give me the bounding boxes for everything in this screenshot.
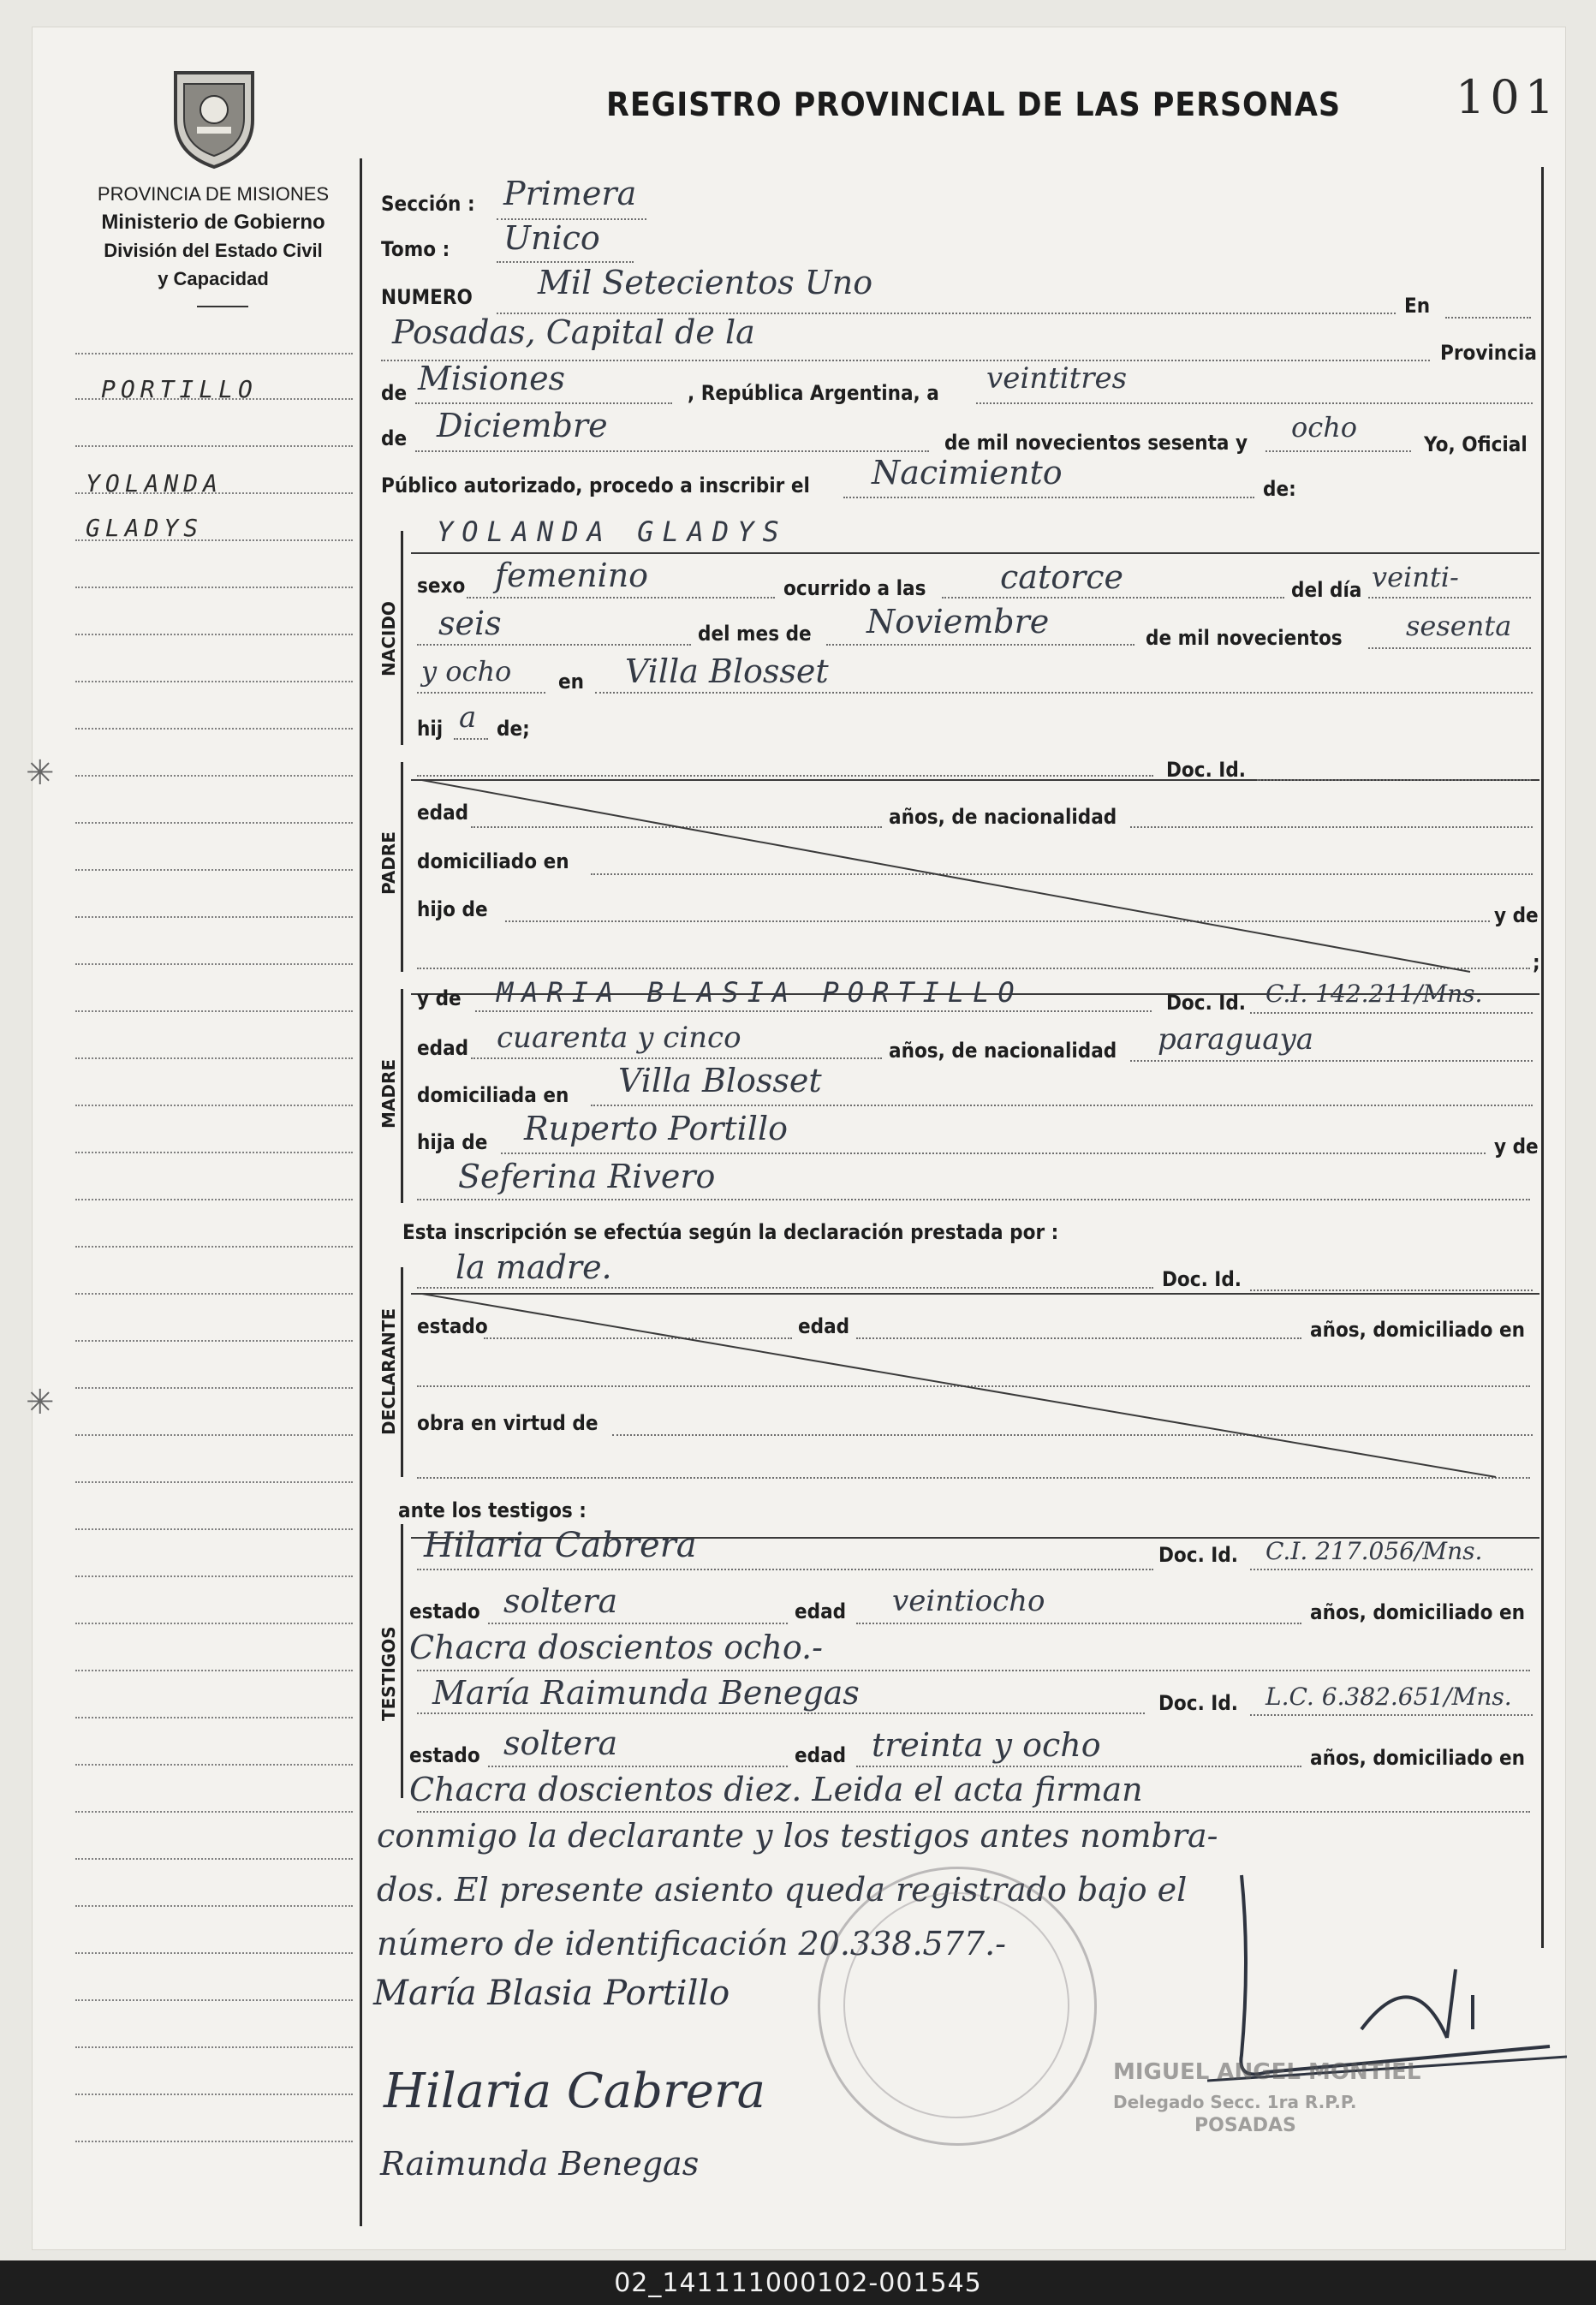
- official-role: Delegado Secc. 1ra R.P.P.: [1113, 2092, 1357, 2112]
- field-line: [488, 1766, 788, 1767]
- field-line: [417, 1569, 1153, 1570]
- field-line: [475, 1010, 1152, 1012]
- field-line: [1250, 1012, 1533, 1014]
- field-line: [417, 1670, 1530, 1671]
- office-capacity: y Capacidad: [158, 268, 269, 289]
- label-madre-hija: hija de: [417, 1130, 488, 1154]
- field-line: [1368, 597, 1531, 599]
- office-province: PROVINCIA DE MISIONES: [97, 183, 330, 205]
- label-testigo1-anos: años, domiciliado en: [1310, 1600, 1526, 1624]
- value-dia-nac-b: seis: [438, 605, 502, 642]
- label-de-colon: de:: [1263, 477, 1296, 501]
- label-obra: obra en virtud de: [417, 1411, 598, 1435]
- field-line: [417, 1199, 1530, 1200]
- label-padre-nac: años, de nacionalidad: [889, 805, 1117, 829]
- value-mes-nac: Noviembre: [866, 603, 1050, 640]
- label-declarante-estado: estado: [417, 1314, 488, 1338]
- label-testigo2-edad: edad: [795, 1743, 847, 1767]
- label-testigo1-edad: edad: [795, 1599, 847, 1623]
- label-ocurrido: ocurrido a las: [783, 576, 926, 600]
- field-line: [497, 261, 634, 263]
- label-padre-doc: Doc. Id.: [1166, 758, 1247, 782]
- label-testigo2-estado: estado: [409, 1743, 480, 1767]
- label-declarante-doc: Doc. Id.: [1162, 1267, 1242, 1291]
- signature-declarante: María Blasia Portillo: [373, 1974, 730, 2013]
- value-lugar-nac: Villa Blosset: [625, 652, 829, 690]
- value-nombre: YOLANDA GLADYS: [437, 515, 788, 548]
- label-provincia: Provincia: [1440, 341, 1537, 365]
- field-line: [1130, 1060, 1533, 1062]
- value-anio: ocho: [1291, 411, 1358, 444]
- right-frame-line: [1541, 167, 1544, 1948]
- value-testigo1: Hilaria Cabrera: [424, 1526, 697, 1565]
- label-testigos: ante los testigos :: [398, 1498, 587, 1522]
- label-testigo2-anos: años, domiciliado en: [1310, 1746, 1526, 1770]
- value-testigo2-estado: soltera: [503, 1724, 618, 1762]
- office-heading: [55, 180, 372, 293]
- value-numero: Mil Setecientos Uno: [538, 264, 873, 301]
- official-seal-inner: [843, 1892, 1069, 2118]
- closing-line-2: dos. El presente asiento queda registrado bajo el: [377, 1871, 1188, 1909]
- value-sexo: femenino: [495, 557, 649, 594]
- field-line: [417, 1811, 1530, 1813]
- label-madre-edad: edad: [417, 1036, 469, 1060]
- field-line: [856, 1623, 1301, 1624]
- label-republica: , República Argentina, a: [688, 381, 939, 405]
- field-line: [843, 497, 1254, 498]
- field-line: [1250, 1289, 1533, 1291]
- label-sexo: sexo: [417, 574, 466, 598]
- field-line: [501, 1152, 1486, 1154]
- value-dia-inscripcion: veintitres: [986, 361, 1128, 396]
- label-hij: hij: [417, 717, 444, 741]
- field-line: [454, 738, 488, 740]
- label-declarante-anos: años, domiciliado en: [1310, 1318, 1526, 1342]
- value-madre-edad: cuarenta y cinco: [497, 1021, 741, 1055]
- folio-number: 101: [1456, 70, 1560, 124]
- value-madre-domicilio: Villa Blosset: [618, 1062, 822, 1099]
- padre-cross-out: [417, 779, 1479, 976]
- testigos-bracket: [401, 1524, 403, 1798]
- label-madre-y-de-2: y de: [1494, 1135, 1539, 1158]
- label-padre-edad: edad: [417, 801, 469, 825]
- field-line: [417, 1287, 1153, 1289]
- label-testigo1-doc: Doc. Id.: [1158, 1543, 1239, 1567]
- heading-rule: [197, 306, 248, 307]
- declarante-cross-out: [417, 1293, 1504, 1481]
- label-madre-y-de: y de: [417, 986, 462, 1010]
- value-testigo1-estado: soltera: [503, 1582, 618, 1620]
- margin-surname: PORTILLO: [101, 375, 258, 403]
- value-testigo2-doc: L.C. 6.382.651/Mns.: [1265, 1683, 1512, 1711]
- province-emblem: [163, 60, 265, 176]
- nacido-bracket: [401, 531, 403, 745]
- value-anio-nac-b: y ocho: [421, 655, 512, 688]
- label-padre-dom: domiciliado en: [417, 849, 569, 873]
- value-madre-nac: paraguaya: [1158, 1022, 1313, 1057]
- label-de-mil-nov: de mil novecientos: [1146, 626, 1343, 650]
- left-frame-line: [360, 158, 362, 2226]
- field-line: [1250, 1714, 1533, 1716]
- binding-stitch: ✳: [26, 754, 55, 792]
- label-madre-nac: años, de nacionalidad: [889, 1039, 1117, 1063]
- label-de-2: de: [381, 426, 408, 450]
- field-line: [417, 692, 545, 694]
- value-madre-nombre: MARIA BLASIA PORTILLO: [497, 976, 1023, 1009]
- office-ministry: Ministerio de Gobierno: [101, 211, 325, 234]
- value-acto: Nacimiento: [872, 454, 1063, 491]
- label-de-semicolon: de;: [497, 717, 530, 741]
- label-publico: Público autorizado, procedo a inscribir el: [381, 474, 810, 497]
- value-dia-nac-a: veinti-: [1372, 561, 1459, 593]
- value-anio-nac-a: sesenta: [1406, 610, 1512, 642]
- value-madre-madre: Seferina Rivero: [458, 1158, 716, 1195]
- label-seccion: Sección :: [381, 192, 475, 216]
- label-numero: NUMERO: [381, 285, 473, 309]
- field-line: [591, 1105, 1533, 1106]
- label-padre-y-de: y de: [1494, 903, 1539, 927]
- label-semicolon: ;: [1533, 950, 1540, 974]
- value-testigo1-doc: C.I. 217.056/Mns.: [1265, 1537, 1483, 1565]
- side-label-padre: PADRE: [378, 831, 399, 895]
- label-padre-hijo: hijo de: [417, 897, 488, 921]
- field-line: [471, 1057, 882, 1059]
- label-del-dia: del día: [1291, 578, 1362, 602]
- field-line: [415, 402, 672, 404]
- value-testigo2-dom: Chacra doscientos diez. Leida el acta firman: [409, 1771, 1143, 1808]
- file-id-bar: 02_141111000102-001545: [0, 2260, 1596, 2305]
- value-testigo2-edad: treinta y ocho: [872, 1726, 1101, 1764]
- value-hora: catorce: [1000, 558, 1124, 596]
- binding-stitch: ✳: [26, 1384, 55, 1421]
- value-lugar: Posadas, Capital de la: [392, 313, 755, 351]
- label-tomo: Tomo :: [381, 237, 450, 261]
- label-madre-doc: Doc. Id.: [1166, 991, 1247, 1015]
- field-line: [488, 1623, 788, 1624]
- closing-line-3: número de identificación 20.338.577.-: [377, 1925, 1006, 1963]
- field-line: [595, 692, 1533, 694]
- value-madre-doc: C.I. 142.211/Mns.: [1265, 980, 1483, 1008]
- label-yo-oficial: Yo, Oficial: [1424, 432, 1528, 456]
- closing-line-1: conmigo la declarante y los testigos antes nombra-: [377, 1817, 1218, 1855]
- side-label-testigos: TESTIGOS: [378, 1626, 399, 1721]
- label-testigo1-estado: estado: [409, 1599, 480, 1623]
- field-line: [1250, 1569, 1533, 1570]
- value-madre-padre: Ruperto Portillo: [524, 1110, 788, 1147]
- value-provincia: Misiones: [418, 360, 566, 397]
- field-line: [467, 597, 775, 599]
- label-declarante-edad: edad: [798, 1314, 850, 1338]
- signature-testigo1: Hilaria Cabrera: [384, 2064, 766, 2119]
- field-line: [417, 1712, 1145, 1714]
- label-de-mil: de mil novecientos sesenta y: [944, 431, 1248, 455]
- value-tomo: Unico: [503, 219, 600, 257]
- field-line: [976, 402, 1533, 404]
- side-label-declarante: DECLARANTE: [378, 1307, 399, 1435]
- label-de: de: [381, 381, 408, 405]
- margin-name1: YOLANDA: [86, 469, 223, 497]
- document-title: REGISTRO PROVINCIAL DE LAS PERSONAS: [606, 86, 1341, 123]
- field-line: [1445, 317, 1531, 319]
- label-testigo2-doc: Doc. Id.: [1158, 1691, 1239, 1715]
- official-name: MIGUEL ANGEL MONTIEL: [1113, 2059, 1421, 2085]
- label-en: En: [1404, 294, 1431, 318]
- value-declarante: la madre.: [456, 1248, 612, 1286]
- field-line: [1368, 647, 1531, 649]
- margin-name2: GLADYS: [86, 514, 204, 542]
- signature-testigo2: Raimunda Benegas: [380, 2145, 700, 2183]
- label-en-lower: en: [558, 670, 585, 694]
- office-division: División del Estado Civil: [104, 240, 323, 261]
- field-line: [1265, 450, 1411, 452]
- padre-bracket: [401, 762, 403, 972]
- madre-bracket: [401, 989, 403, 1203]
- field-line: [415, 450, 929, 452]
- field-line: [417, 644, 691, 646]
- value-testigo2: María Raimunda Benegas: [432, 1674, 860, 1712]
- label-madre-dom: domiciliada en: [417, 1083, 569, 1107]
- value-testigo1-dom: Chacra doscientos ocho.-: [409, 1629, 823, 1666]
- field-line: [417, 775, 1153, 777]
- nacido-name-line: [411, 552, 1539, 554]
- official-city: POSADAS: [1194, 2115, 1296, 2136]
- value-hij-suffix: a: [459, 700, 477, 735]
- value-seccion: Primera: [503, 175, 637, 212]
- side-label-madre: MADRE: [378, 1058, 399, 1129]
- declarante-bracket: [401, 1267, 403, 1477]
- field-line: [856, 1766, 1301, 1767]
- label-del-mes: del mes de: [698, 622, 812, 646]
- field-line: [826, 644, 1134, 646]
- value-testigo1-edad: veintiocho: [892, 1584, 1045, 1618]
- label-declaracion: Esta inscripción se efectúa según la declaración prestada por :: [402, 1220, 1059, 1244]
- side-label-nacido: NACIDO: [378, 601, 399, 676]
- field-line: [942, 597, 1284, 599]
- value-mes-inscripcion: Diciembre: [437, 407, 608, 444]
